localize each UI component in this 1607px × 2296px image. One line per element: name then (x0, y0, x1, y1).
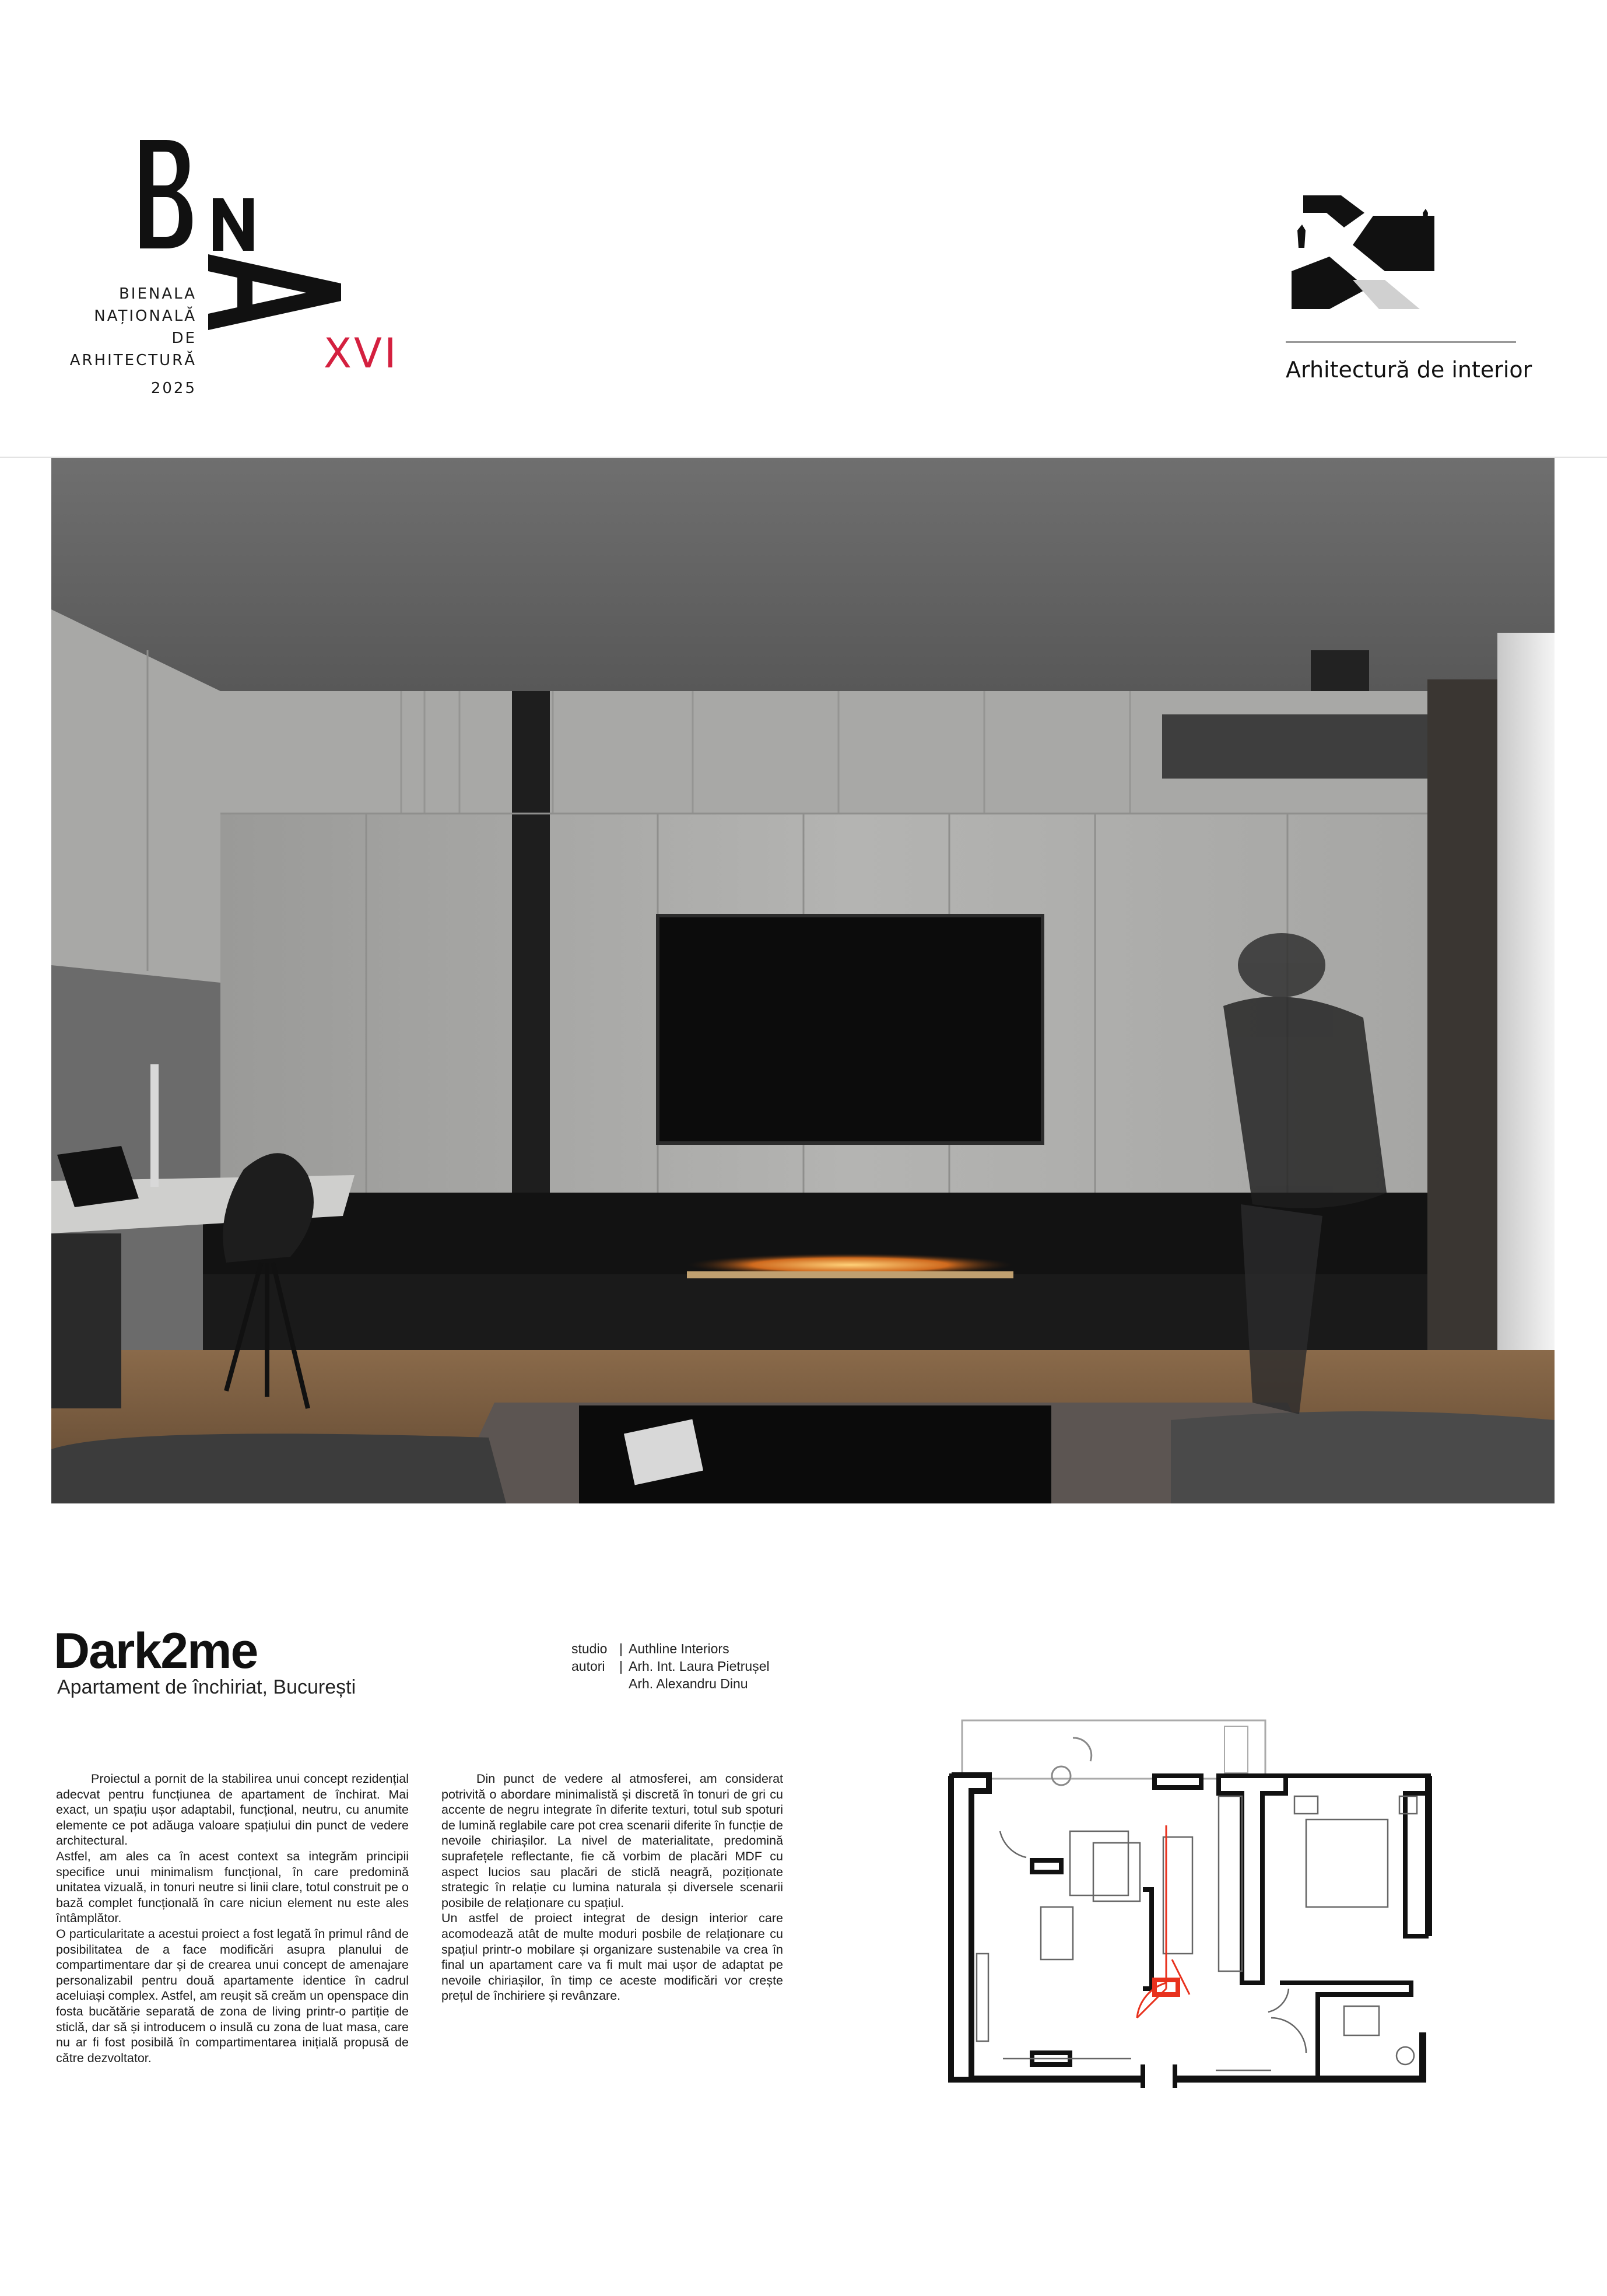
paragraph: Proiectul a pornit de la stabilirea unui concept rezidențial adecvat pentru funcțiunea de apartament de închirat. Mai exact, un spațiu ușor adaptabil, funcțional, neutru, cu anumite elemente ce pot adăuga valoare spațiului din punct de vedere architectural. (56, 1772, 409, 1848)
paragraph: O particularitate a acestui proiect a fost legată în primul rând de posibilitatea de a face modificări asupra planului de compartimentare dar și de crearea unui concept de amenajare personalizabil pentru două apartamente identice în cadrul aceluiași complex. Astfel, am reușit să creăm un openspace din fosta bucătărie separată de zona de living printr-o partiție de sticlă, dar să și introducem o insulă cu zona de luat masa, care nu ar fi fost posibilă în compartimentarea inițială propusă de către dezvoltator. (56, 1926, 409, 2065)
credit-value: Arh. Alexandru Dinu (629, 1676, 748, 1691)
credits-block (571, 1640, 770, 1692)
credit-label: studio (571, 1641, 608, 1656)
bna-line-3: DE (171, 329, 197, 347)
bna-year: 2025 (150, 380, 197, 397)
project-subtitle: Apartament de închiriat, București (57, 1676, 356, 1698)
floor-plan-drawing (945, 1715, 1440, 2111)
credit-label (571, 1675, 613, 1692)
credit-row-authors (571, 1657, 770, 1675)
credit-value: Authline Interiors (629, 1641, 729, 1656)
text-column-2 (441, 1771, 783, 2004)
paragraph: Astfel, am ales ca în acest context sa integrăm principii specifice unui minimalism funcțional, în care predomină unitatea vizuală, in tonuri neutre si linii clare, totul construit pe o bază complet funcțională în care niciun element nu este ales întâmplător. (56, 1849, 409, 1926)
paragraph: Din punct de vedere al atmosferei, am considerat potrivită o abordare minimalistă și discretă în tonuri de gri cu accente de negru integrate în diferite texturi, totul sub spoturi de lumină reglabile care pot crea scenarii diferite în funcție de nevoile chiriașilor. La nivel de materialitate, predomină suprafețele reflectante, fie că vorbim de placări MDF cu aspect lucios sau placări de sticlă neagră, poziționate strategic în relație cu lumina naturala și diversele scenarii posibile de relaționare cu spațiul. (441, 1772, 783, 1910)
credit-label: autori (571, 1659, 605, 1674)
bna-logo (69, 134, 399, 402)
credit-separator: | (619, 1641, 623, 1656)
text-column-1 (56, 1771, 409, 2066)
credit-row-studio (571, 1640, 770, 1657)
section-label: Arhitectură de interior (1286, 357, 1532, 383)
bna-line-4: ARHITECTURĂ (69, 352, 197, 369)
paragraph: Un astfel de proiect integrat de design interior care acomodează atât de multe moduri posbile de relaționare cu spațiul printr-o mobilare și organizare sustenabile va crea în final un apartament care va fi mult mai ușor de adaptat pe nevoile chiriașilor, în timp ce aceste modificări vor crește prețul de închiriere și revânzare. (441, 1911, 783, 2003)
bna-line-1: BIENALA (118, 285, 197, 303)
bna-line-2: NAȚIONALĂ (94, 307, 197, 325)
section-rule (1286, 341, 1516, 343)
credit-separator: | (619, 1659, 623, 1674)
hero-photo (51, 458, 1555, 1503)
credit-row-authors-2 (571, 1675, 770, 1692)
credit-value: Arh. Int. Laura Pietrușel (629, 1659, 770, 1674)
interior-architecture-logo (1286, 192, 1437, 332)
bna-edition: XVI (324, 329, 399, 377)
project-title: Dark2me (54, 1623, 258, 1679)
